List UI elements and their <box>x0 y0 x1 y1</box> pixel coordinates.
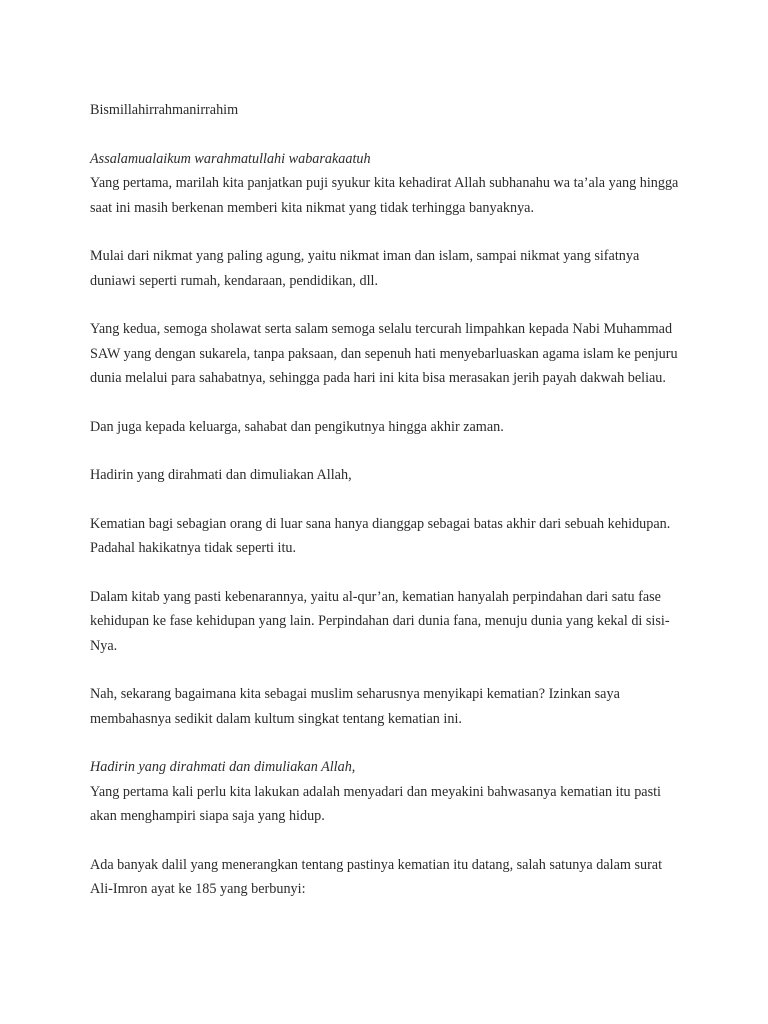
paragraph-dalil: Ada banyak dalil yang menerangkan tentang pastinya kematian itu datang, salah satunya dalam surat Ali-Imron ayat ke 185 yang berbunyi: <box>90 856 663 897</box>
paragraph-quran: Dalam kitab yang pasti kebenarannya, yaitu al-qur’an, kematian hanyalah perpindahan dari satu fase kehidupan ke fase kehidupan yang lain. Perpindahan dari dunia fana, menuju dunia yang kekal di sisi-Nya. <box>90 588 670 654</box>
paragraph-gratitude: Yang pertama, marilah kita panjatkan puji syukur kita kehadirat Allah subhanahu wa ta’ala yang hingga saat ini masih berkenan memberi kita nikmat yang tidak terhingga banyaknya. <box>90 175 679 216</box>
paragraph-blessings: Mulai dari nikmat yang paling agung, yaitu nikmat iman dan islam, sampai nikmat yang sifatnya duniawi seperti rumah, kendaraan, pendidikan, dll. <box>90 248 640 289</box>
paragraph-death-view: Kematian bagi sebagian orang di luar sana hanya dianggap sebagai batas akhir dari sebuah kehidupan. Padahal hakikatnya tidak seperti itu. <box>90 515 671 556</box>
greeting-line: Assalamualaikum warahmatullahi wabarakaatuh <box>90 150 371 167</box>
paragraph-address: Hadirin yang dirahmati dan dimuliakan Allah, <box>90 467 352 483</box>
document-body <box>90 98 682 902</box>
document-title: Bismillahirrahmanirrahim <box>90 102 239 118</box>
paragraph-question: Nah, sekarang bagaimana kita sebagai muslim seharusnya menyikapi kematian? Izinkan saya membahasnya sedikit dalam kultum singkat tentang kematian ini. <box>90 686 620 727</box>
paragraph-awareness: Yang pertama kali perlu kita lakukan adalah menyadari dan meyakini bahwasanya kematian itu pasti akan menghampiri siapa saja yang hidup. <box>90 783 661 824</box>
paragraph-family: Dan juga kepada keluarga, sahabat dan pengikutnya hingga akhir zaman. <box>90 418 504 435</box>
section-heading: Hadirin yang dirahmati dan dimuliakan Allah, <box>90 759 356 775</box>
paragraph-sholawat: Yang kedua, semoga sholawat serta salam semoga selalu tercurah limpahkan kepada Nabi Muhammad SAW yang dengan sukarela, tanpa paksaan, dan sepenuh hati menyebarluaskan agama islam ke penjuru dunia melalui para sahabatnya, sehingga pada hari ini kita bisa merasakan jerih payah dakwah beliau. <box>90 321 678 386</box>
